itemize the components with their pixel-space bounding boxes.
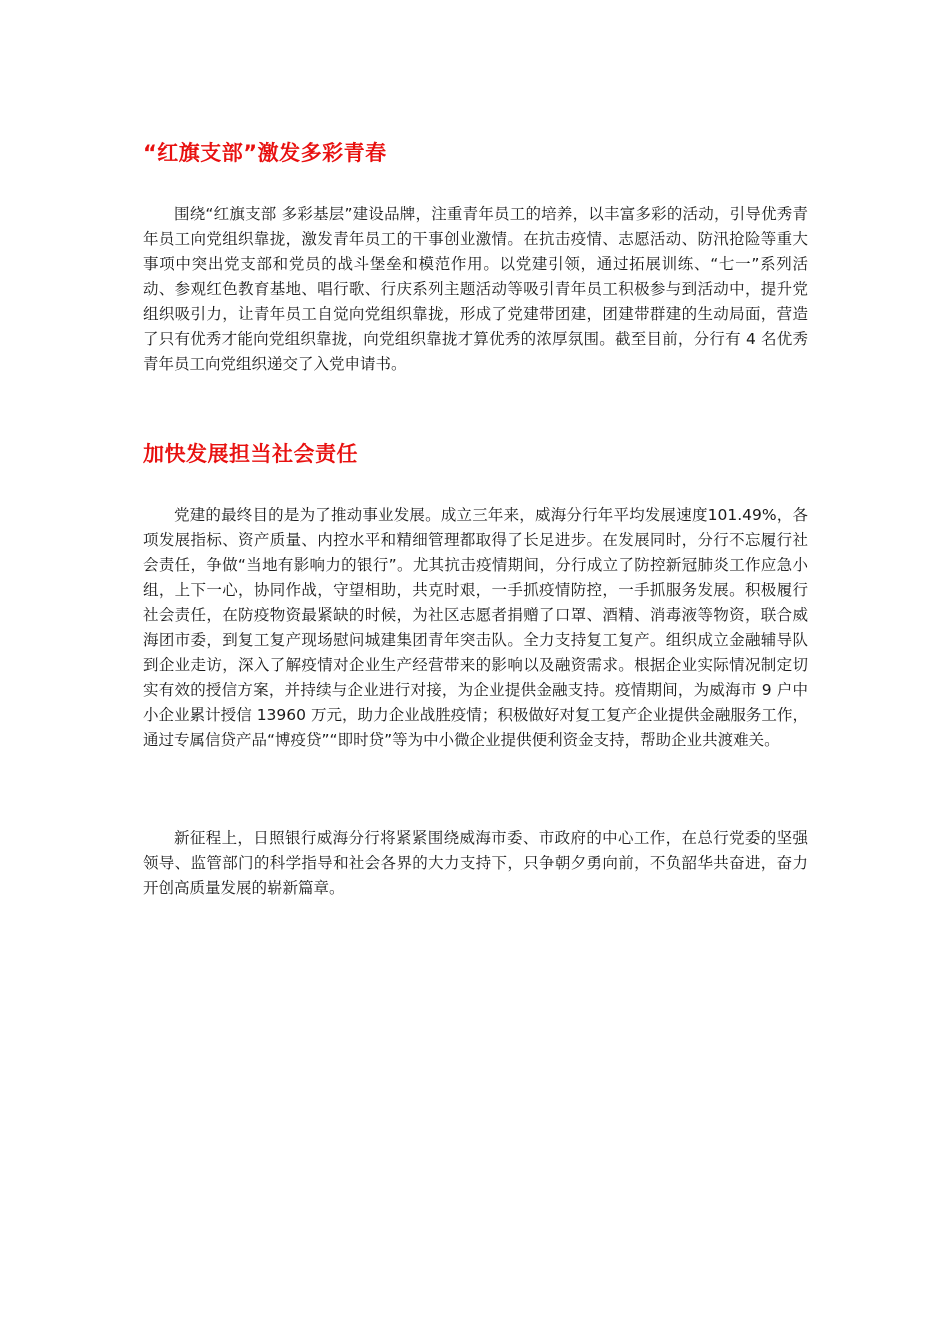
paragraph-new-journey: 新征程上，日照银行威海分行将紧紧围绕威海市委、市政府的中心工作，在总行党委的坚强领导、监管部门的科学指导和社会各界的大力支持下，只争朝夕勇向前，不负韶华共奋进，奋力开创高质量发展的崭新篇章。 (143, 829, 808, 897)
paragraph-red-flag-branch: 围绕“红旗支部 多彩基层”建设品牌，注重青年员工的培养，以丰富多彩的活动，引导优秀青年员工向党组织靠拢，激发青年员工的干事创业激情。在抗击疫情、志愿活动、防汛抢险等重大事项中突出党支部和党员的战斗堡垒和模范作用。以党建引领，通过拓展训练、“七一”系列活动、参观红色教育基地、唱行歌、行庆系列主题活动等吸引青年员工积极参与到活动中，提升党组织吸引力，让青年员工自觉向党组织靠拢，形成了党建带团建，团建带群建的生动局面，营造了只有优秀才能向党组织靠拢，向党组织靠拢才算优秀的浓厚氛围。截至目前，分行有 4 名优秀青年员工向党组织递交了入党申请书。 (143, 205, 808, 373)
paragraph-development: 党建的最终目的是为了推动事业发展。成立三年来，威海分行年平均发展速度101.49%，各项发展指标、资产质量、内控水平和精细管理都取得了长足进步。在发展同时，分行不忘履行社会责任，争做“当地有影响力的银行”。尤其抗击疫情期间，分行成立了防控新冠肺炎工作应急小组，上下一心，协同作战，守望相助，共克时艰，一手抓疫情防控，一手抓服务发展。积极履行社会责任，在防疫物资最紧缺的时候，为社区志愿者捐赠了口罩、酒精、消毒液等物资，联合威海团市委，到复工复产现场慰问城建集团青年突击队。全力支持复工复产。组织成立金融辅导队到企业走访，深入了解疫情对企业生产经营带来的影响以及融资需求。根据企业实际情况制定切实有效的授信方案，并持续与企业进行对接，为企业提供金融支持。疫情期间，为威海市 9 户中小企业累计授信 13960 万元，助力企业战胜疫情；积极做好对复工复产企业提供金融服务工作，通过专属信贷产品“博疫贷”“即时贷”等为中小微企业提供便利资金支持，帮助企业共渡难关。 (143, 506, 808, 749)
section-heading-social-responsibility: 加快发展担当社会责任 (143, 442, 358, 466)
section-heading-red-flag-branch: “红旗支部”激发多彩青春 (143, 141, 387, 165)
